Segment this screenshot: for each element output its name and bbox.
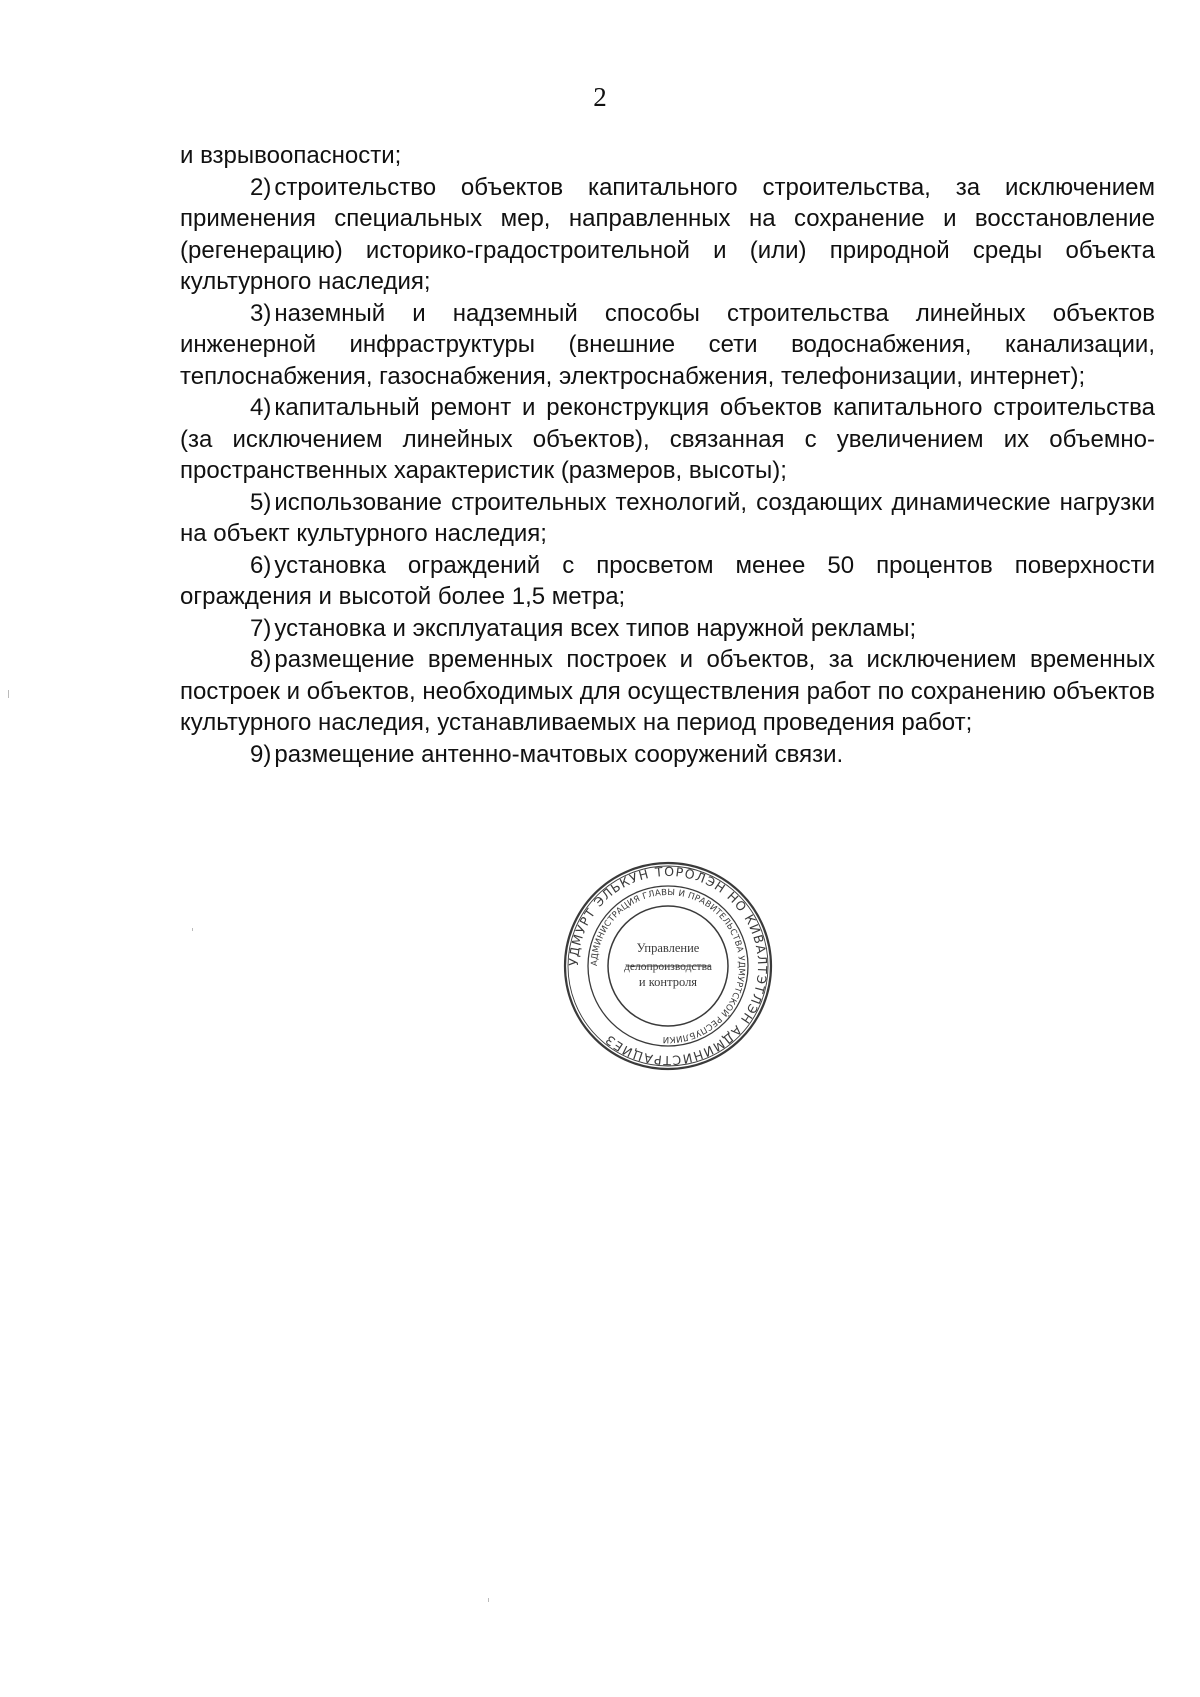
list-item-4	[180, 392, 1155, 487]
list-item-number: 4)	[250, 394, 272, 421]
list-item-number: 2)	[250, 173, 272, 201]
seal-center-line-1: Управление	[636, 941, 700, 955]
seal-center-line-3: и контроля	[638, 975, 698, 989]
list-item-number: 3)	[250, 299, 272, 327]
list-item-6	[180, 550, 1155, 613]
paragraph-text: размещение антенно-мачтовых сооружений связи.	[274, 740, 844, 768]
paragraph-text: наземный и надземный способы строительства линейных объектов инженерной инфраструктуры (внешние сети водоснабжения, канализации, теплоснабжения, газоснабжения, электроснабжения, телефонизации, интернет);	[180, 299, 1155, 390]
paragraph-text: размещение временных построек и объектов, за исключением временных построек и объектов, необходимых для осуществления работ по сохранению объектов культурного наследия, устанавливаемых на период проведения работ;	[180, 646, 1155, 736]
official-seal	[562, 860, 774, 1072]
scan-speck	[488, 1598, 489, 1602]
list-item-7	[180, 613, 1155, 645]
seal-inner-text: АДМИНИСТРАЦИЯ ГЛАВЫ И ПРАВИТЕЛЬСТВА УДМУРТСКОЙ РЕСПУБЛИКИ	[589, 887, 747, 1045]
paragraph-text: строительство объектов капитального строительства, за исключением применения специальных мер, направленных на сохранение и восстановление (регенерацию) историко-градостроительной и (или) природной среды объекта культурного наследия;	[180, 173, 1155, 295]
list-item-number: 5)	[250, 488, 272, 516]
list-item-5	[180, 487, 1155, 550]
list-item-9	[180, 739, 1155, 771]
paragraph-text: использование строительных технологий, создающих динамические нагрузки на объект культурного наследия;	[180, 488, 1155, 547]
paragraph-text: капитальный ремонт и реконструкция объектов капитального строительства (за исключением линейных объектов), связанная с увеличением их объемно-пространственных характеристик (размеров, высоты);	[180, 394, 1155, 484]
scan-speck	[192, 928, 193, 931]
document-body	[180, 140, 1155, 770]
seal-outer-text: УДМУРТ ЭЛЬКУН ТОРОЛЭН НО КИВАЛТЭТЛЭН АДМИНИСТРАЦИЕЗ	[565, 863, 771, 1069]
scan-speck	[8, 690, 9, 698]
list-item-number: 7)	[250, 614, 272, 642]
list-item-number: 9)	[250, 740, 272, 768]
list-item-number: 8)	[250, 646, 272, 673]
list-item-2	[180, 172, 1155, 298]
list-item-3	[180, 298, 1155, 393]
list-item-8	[180, 644, 1155, 739]
paragraph-text: установка и эксплуатация всех типов наружной рекламы;	[274, 614, 917, 642]
paragraph-continuation	[180, 140, 1155, 172]
seal-center-line-2: делопроизводства	[624, 961, 712, 973]
paragraph-text: установка ограждений с просветом менее 50 процентов поверхности ограждения и высотой более 1,5 метра;	[180, 551, 1155, 610]
page-number: 2	[593, 82, 607, 112]
paragraph-text: и взрывоопасности;	[180, 142, 402, 169]
list-item-number: 6)	[250, 551, 272, 579]
